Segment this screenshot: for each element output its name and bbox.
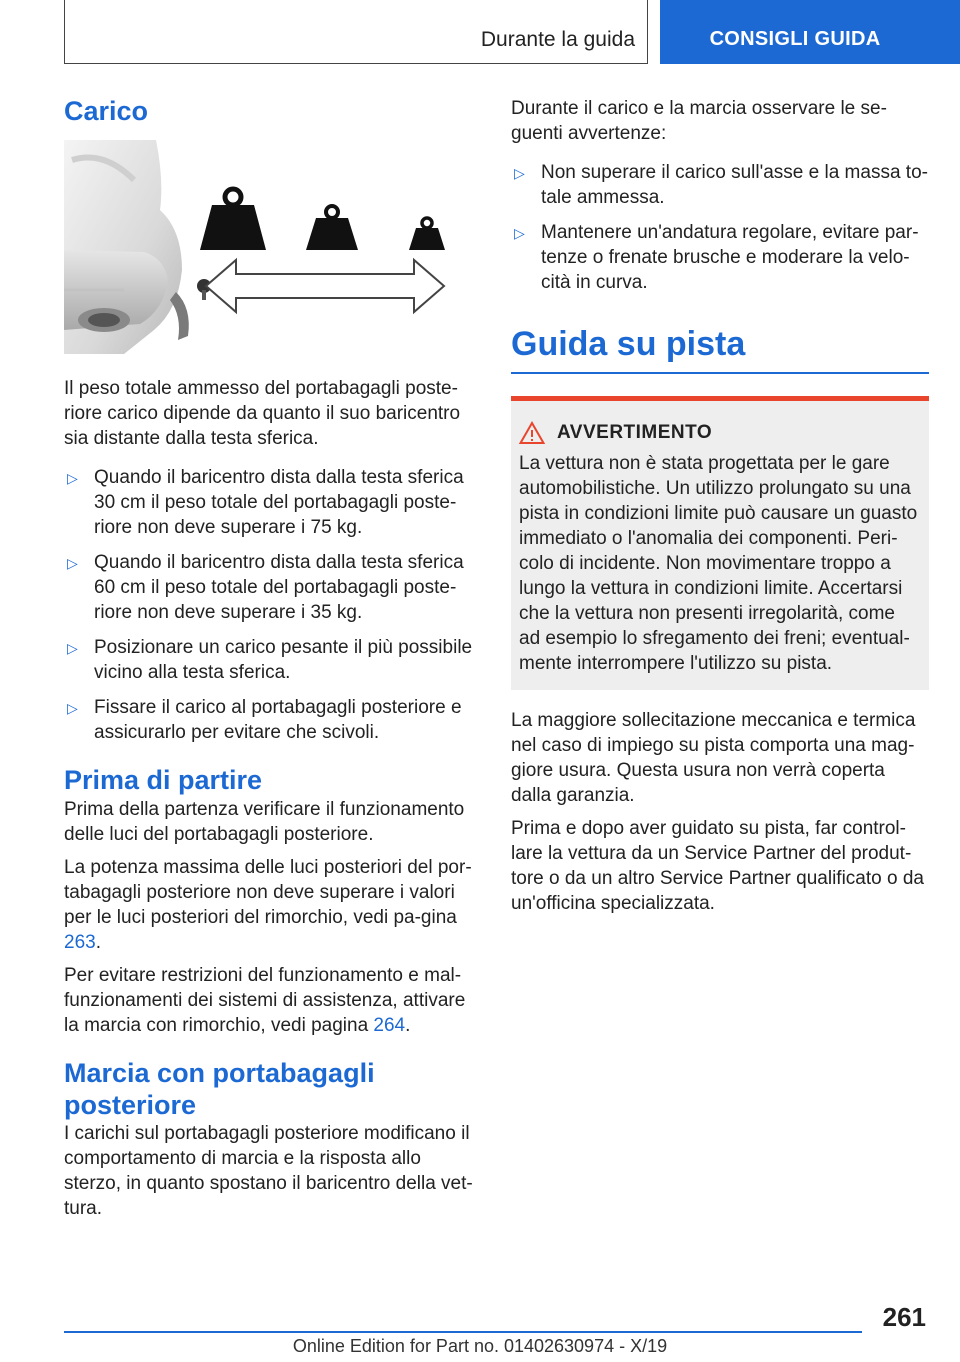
page-number: 261 [882,1302,926,1332]
list-item-text: Posizionare un carico pesante il più possibile vicino alla testa sferica. [94,636,473,683]
list-item [511,220,929,295]
heading-prima-di-partire: Prima di partire [64,764,263,795]
trailer-hitch-weights-illustration [64,140,446,354]
marcia-paragraph-1: I carichi sul portabagagli posteriore modificano il comportamento di marcia e la risposta allo sterzo, in quanto spostano il baricentro della vet-tura. [64,1123,473,1220]
right-column [511,96,929,924]
list-item [64,635,474,685]
guida-paragraph-1: La maggiore sollecitazione meccanica e termica nel caso di impiego su pista comporta una mag-giore usura. Questa usura non verrà coperta dalla garanzia. [511,710,916,806]
header-section-box [64,0,648,64]
triangle-bullet-icon: ▷ [514,165,525,181]
list-item-text: Fissare il carico al portabagagli posteriore e assicurarlo per evitare che scivoli. [94,696,462,743]
prima-paragraph-2: La potenza massima delle luci posteriori del por-tabagagli posteriore non deve superare i valori per le luci posteriori del rimorchio, vedi pa-gina 263. [64,856,472,953]
left-column [64,96,474,1229]
header-chapter-title: CONSIGLI GUIDA [709,28,881,50]
warning-text: La vettura non è stata progettata per le gare automobilistiche. Un utilizzo prolungato su una pista in condizioni limite può causare un guasto immediato o l'anomalia dei componenti. Peri-colo di incidente. Non movimentare troppo a lungo la vettura in condizioni limite. Accertarsi che la vettura non presenti irregolarità, come ad esempio lo sfregamento dei freni; eventual-mente interrompere l'utilizzo su pista. [519,453,918,674]
warning-header [519,421,921,445]
triangle-bullet-icon: ▷ [67,554,78,571]
triangle-bullet-icon: ▷ [67,639,78,656]
carico-bullet-list [64,465,474,745]
right-bullet-list [511,160,929,295]
page-link-264[interactable]: 264 [373,1014,406,1036]
prima-paragraph-1: Prima della partenza verificare il funzionamento delle luci del portabagagli posteriore. [64,798,465,845]
warning-label: AVVERTIMENTO [557,422,713,443]
warning-triangle-icon [519,421,545,445]
list-item-text: Quando il baricentro dista dalla testa sferica 60 cm il peso totale del portabagagli poste-riore non deve superare i 35 kg. [94,551,464,623]
triangle-bullet-icon: ▷ [67,699,78,716]
footer-edition-text: Online Edition for Part no. 01402630974 - X/19 [292,1336,668,1356]
list-item-text: Quando il baricentro dista dalla testa sferica 30 cm il peso totale del portabagagli poste-riore non deve superare i 75 kg. [94,466,464,538]
heading-marcia-portabagagli: Marcia con portabagagli posteriore [64,1057,375,1120]
guida-paragraph-2: Prima e dopo aver guidato su pista, far control-lare la vettura da un Service Partner del produt-tore o da un altro Service Partner qualificato o da un'officina specializzata. [511,818,924,914]
triangle-bullet-icon: ▷ [514,225,525,241]
list-item-text: Mantenere un'andatura regolare, evitare par-tenze o frenate brusche e moderare la velo-cità in curva. [541,222,919,293]
list-item-text: Non superare il carico sull'asse e la massa to-tale ammessa. [541,162,928,208]
warning-box [511,396,929,690]
page-link-263[interactable]: 263 [64,931,96,953]
list-item [511,160,929,210]
right-intro: Durante il carico e la marcia osservare le se-guenti avvertenze: [511,98,887,144]
list-item [64,465,474,540]
triangle-bullet-icon: ▷ [67,469,78,486]
heading-guida-su-pista: Guida su pista [511,325,929,374]
prima-paragraph-3: Per evitare restrizioni del funzionamento e mal-funzionamenti dei sistemi di assistenza, attivare la marcia con rimorchio, vedi pagina 264. [64,964,466,1036]
list-item [64,550,474,625]
footer-divider [64,1331,862,1333]
header-section-title: Durante la guida [480,28,635,51]
header-chapter-box [660,0,960,64]
list-item [64,695,474,745]
carico-intro: Il peso totale ammesso del portabagagli poste-riore carico dipende da quanto il suo baricentro sia distante dalla testa sferica. [64,377,461,449]
heading-carico: Carico [64,96,149,126]
